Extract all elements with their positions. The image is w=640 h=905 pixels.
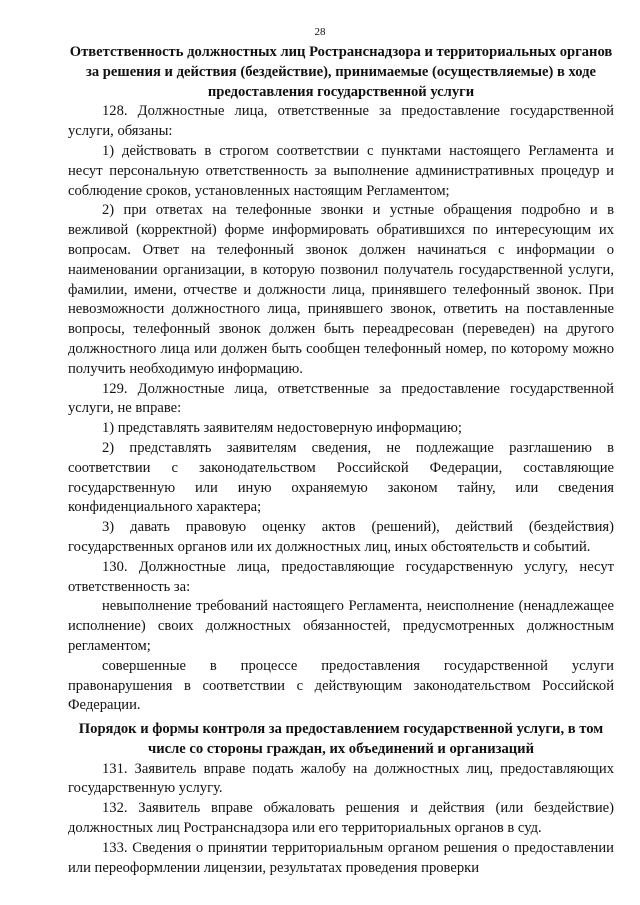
paragraph-129-item-3: 3) давать правовую оценку актов (решений), действий (бездействия) государственных органов или их должностных лиц, иных обстоятельств и событий.	[68, 519, 614, 555]
paragraph-130-item-2: совершенные в процессе предоставления государственной услуги правонарушения в соответствии с действующим законодательством Российской Федерации.	[68, 657, 614, 714]
paragraph-129-item-2: 2) представлять заявителям сведения, не подлежащие разглашению в соответствии с законодательством Российской Федерации, составляющие государственную или иную охраняемую законом тайну, или сведения конфиденциального характера;	[68, 439, 614, 516]
paragraph-129: 129. Должностные лица, ответственные за предоставление государственной услуги, не вправе:	[68, 380, 614, 417]
paragraph-129-item-1: 1) представлять заявителям недостоверную информацию;	[102, 420, 462, 437]
paragraph-128: 128. Должностные лица, ответственные за предоставление государственной услуги, обязаны:	[68, 103, 614, 140]
paragraph-130-item-1: невыполнение требований настоящего Регламента, неисполнение (ненадлежащее исполнение) своих должностных обязанностей, предусмотренных должностным регламентом;	[68, 598, 614, 654]
paragraph-128-item-1: 1) действовать в строгом соответствии с пунктами настоящего Регламента и несут персональную ответственность за выполнение административных процедур и соблюдение сроков, установленных настоящим Регламентом;	[68, 142, 614, 199]
paragraph-131: 131. Заявитель вправе подать жалобу на должностных лиц, предоставляющих государственную услугу.	[68, 760, 614, 797]
paragraph-133: 133. Сведения о принятии территориальным органом решения о предоставлении или переоформлении лицензии, результатах проведения проверки	[68, 839, 614, 876]
document-body	[68, 43, 614, 878]
paragraph-130: 130. Должностные лица, предоставляющие государственную услугу, несут ответственность за:	[68, 558, 614, 595]
page-number: 28	[314, 26, 326, 38]
section-heading-responsibility: Ответственность должностных лиц Ространснадзора и территориальных органов за решения и действия (бездействие), принимаемые (осуществляемые) в ходе предоставления государственной услуги	[69, 44, 613, 100]
section-heading-control: Порядок и формы контроля за предоставлением государственной услуги, в том числе со стороны граждан, их объединений и организаций	[78, 721, 604, 757]
paragraph-128-item-2: 2) при ответах на телефонные звонки и устные обращения подробно и в вежливой (корректной) форме информировать обратившихся по интересующим их вопросам. Ответ на телефонный звонок должен начинаться с информации о наименовании организации, в которую позвонил получатель государственной услуги, фамилии, имени, отчестве и должности лица, принявшего телефонный звонок. При невозможности должностного лица, принявшего звонок, ответить на поставленные вопросы, телефонный звонок должен быть переадресован (переведен) на другого должностного лица или должен быть сообщен телефонный номер, по которому можно получить необходимую информацию.	[68, 202, 614, 377]
paragraph-132: 132. Заявитель вправе обжаловать решения и действия (или бездействие) должностных лиц Ространснадзора или его территориальных органов в суд.	[68, 800, 614, 837]
